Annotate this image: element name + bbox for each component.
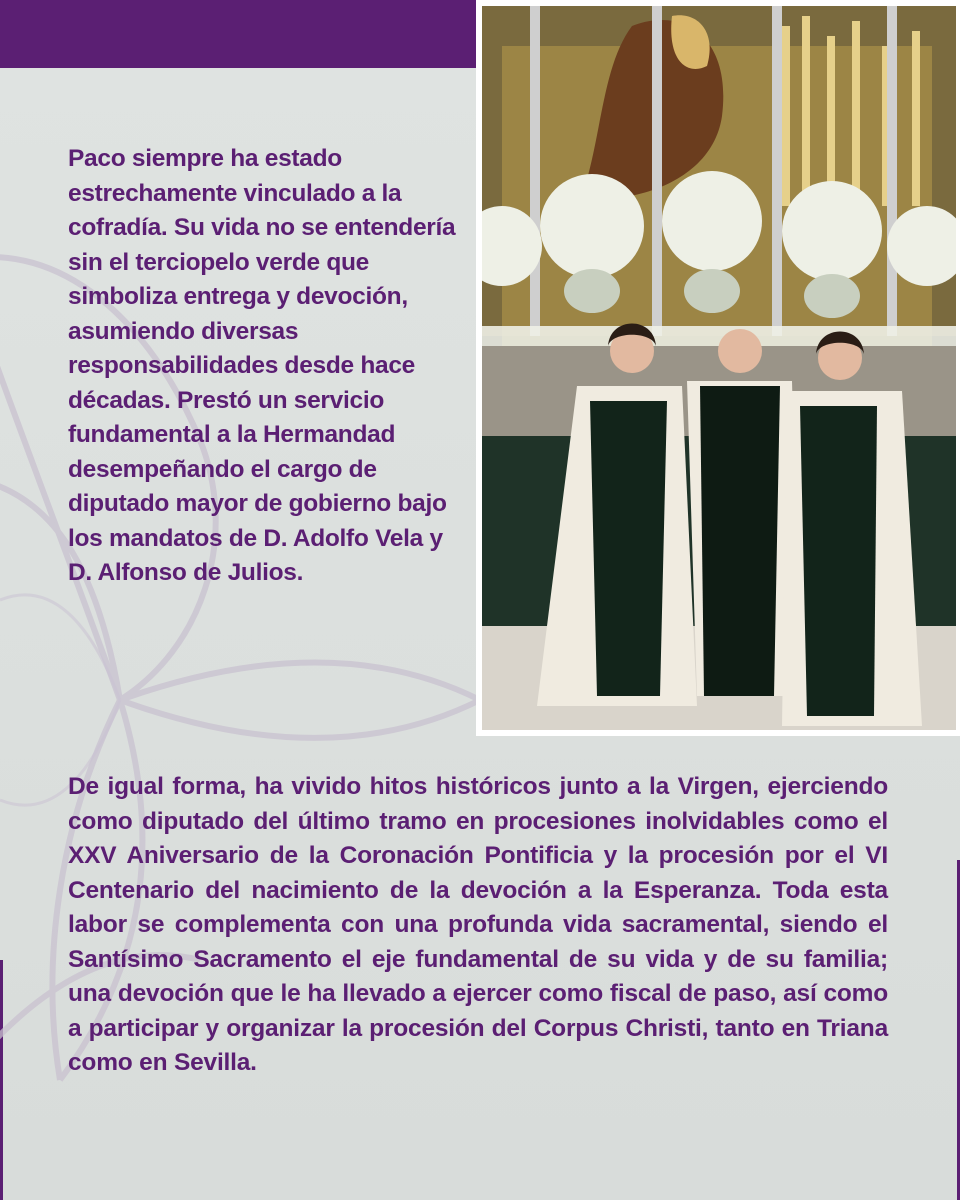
procession-photo [476,0,960,736]
article-paragraph-1: Paco siempre ha estado estrechamente vinculado a la cofradía. Su vida no se entendería sin el terciopelo verde que simboliza entrega y devoción, asumiendo diversas responsabilidades desde hace décadas. Prestó un servicio fundamental a la Hermandad desempeñando el cargo de diputado mayor de gobierno bajo los mandatos de D. Adolfo Vela y D. Alfonso de Julios. [68,145,456,586]
article-paragraph-2: De igual forma, ha vivido hitos históricos junto a la Virgen, ejerciendo como diputado del último tramo en procesiones inolvidables como el XXV Aniversario de la Coronación Pontificia y la procesión por el VI Centenario del nacimiento de la devoción a la Esperanza. Toda esta labor se complementa con una profunda vida sacramental, siendo el Santísimo Sacramento el eje fundamental de su vida y de su familia; una devoción que le ha llevado a ejercer como fiscal de paso, así como a participar y organizar la procesión del Corpus Christi, tanto en Triana como en Sevilla. [68,773,888,1076]
photo-illustration-icon [482,6,956,730]
